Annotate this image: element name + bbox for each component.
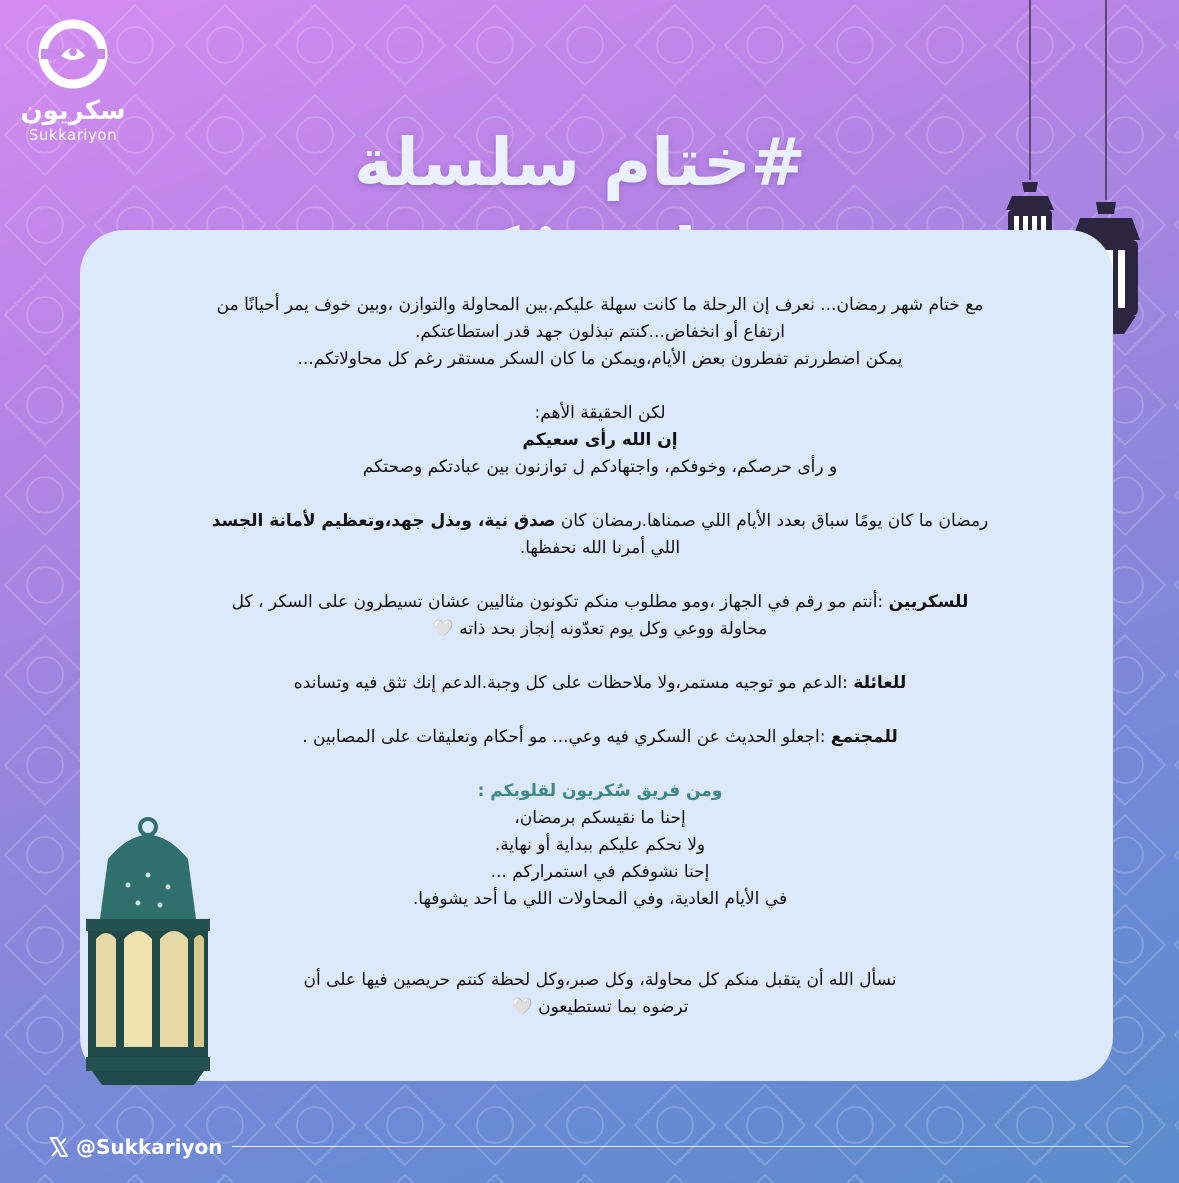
prayer-line: نسأل الله أن يتقبل منكم كل محاولة، وكل صبر،وكل لحظة كنتم حريصين فيها على أن <box>303 970 897 990</box>
team-line: إحنا ما نقيسكم برمضان، <box>514 808 686 828</box>
community-text: :اجعلو الحديث عن السكري فيه وعي... مو أحكام وتعليقات على المصابين . <box>302 727 831 747</box>
family-label: للعائلة <box>853 673 907 693</box>
truth-statement <box>140 427 1060 454</box>
social-footer <box>48 1132 222 1162</box>
truth-line: و رأى حرصكم، وخوفكم، واجتهادكم ل توازنون بين عبادتكم وصحتكم <box>362 457 838 477</box>
ramadan-paragraph <box>140 508 1060 535</box>
x-logo-icon[interactable] <box>48 1136 70 1158</box>
ramadan-bold: صدق نية، وبذل جهد،وتعظيم لأمانة الجسد <box>211 511 556 531</box>
message-body <box>140 292 1060 1021</box>
intro-line: يمكن اضطررتم تفطرون بعض الأيام،ويمكن ما كان السكر مستقر رغم كل محاولاتكم... <box>297 349 903 369</box>
ramadan-text: رمضان ما كان يومًا سباق بعدد الأيام اللي صمناها.رمضان كان <box>555 511 989 531</box>
team-line: ولا نحكم عليكم ببداية أو نهاية. <box>494 835 706 855</box>
team-title: ومن فريق سُكريون لقلوبكم : <box>477 781 723 801</box>
community-label: للمجتمع <box>830 727 898 747</box>
prayer-line: ترضوه بما تستطيعون 🤍 <box>511 997 689 1017</box>
brand-logo <box>18 18 128 144</box>
teal-lantern-icon <box>78 815 218 1090</box>
team-line: في الأيام العادية، وفي المحاولات اللي ما أحد يشوفها. <box>412 889 788 909</box>
truth-bold: إن الله رأى سعيكم <box>522 430 678 450</box>
brand-name-english: Sukkariyon <box>28 126 118 144</box>
page-title: #ختام سلسلة <box>354 124 806 201</box>
diabetics-paragraph <box>140 589 1060 616</box>
ramadan-line: اللي أمرنا الله نحفظها. <box>519 538 681 558</box>
community-paragraph <box>140 724 1060 751</box>
truth-label: لكن الحقيقة الأهم: <box>534 403 666 423</box>
diabetics-label: للسكريين <box>888 592 969 612</box>
intro-line: مع ختام شهر رمضان... نعرف إن الرحلة ما كانت سهلة عليكم.بين المحاولة والتوازن ،وبين خوف يمر أحيانًا من <box>216 295 984 315</box>
diabetics-text: :أنتم مو رقم في الجهاز ،ومو مطلوب منكم تكونون مثاليين عشان تسيطرون على السكر ، كل <box>231 592 889 612</box>
sukkariyon-logo-icon <box>37 18 109 90</box>
social-handle[interactable]: @Sukkariyon <box>76 1135 223 1159</box>
intro-line: ارتفاع أو انخفاض...كنتم تبذلون جهد قدر استطاعتكم. <box>415 322 785 342</box>
family-paragraph <box>140 670 1060 697</box>
brand-name-arabic: سكريون <box>20 96 126 126</box>
footer-divider <box>232 1146 1130 1147</box>
team-line: إحنا نشوفكم في استمراركم ... <box>490 862 710 882</box>
diabetics-line: محاولة ووعي وكل يوم تعدّونه إنجاز بحد ذاته 🤍 <box>432 619 768 639</box>
family-text: :الدعم مو توجيه مستمر،ولا ملاحظات على كل وجبة.الدعم إنك تثق فيه وتسانده <box>293 673 854 693</box>
